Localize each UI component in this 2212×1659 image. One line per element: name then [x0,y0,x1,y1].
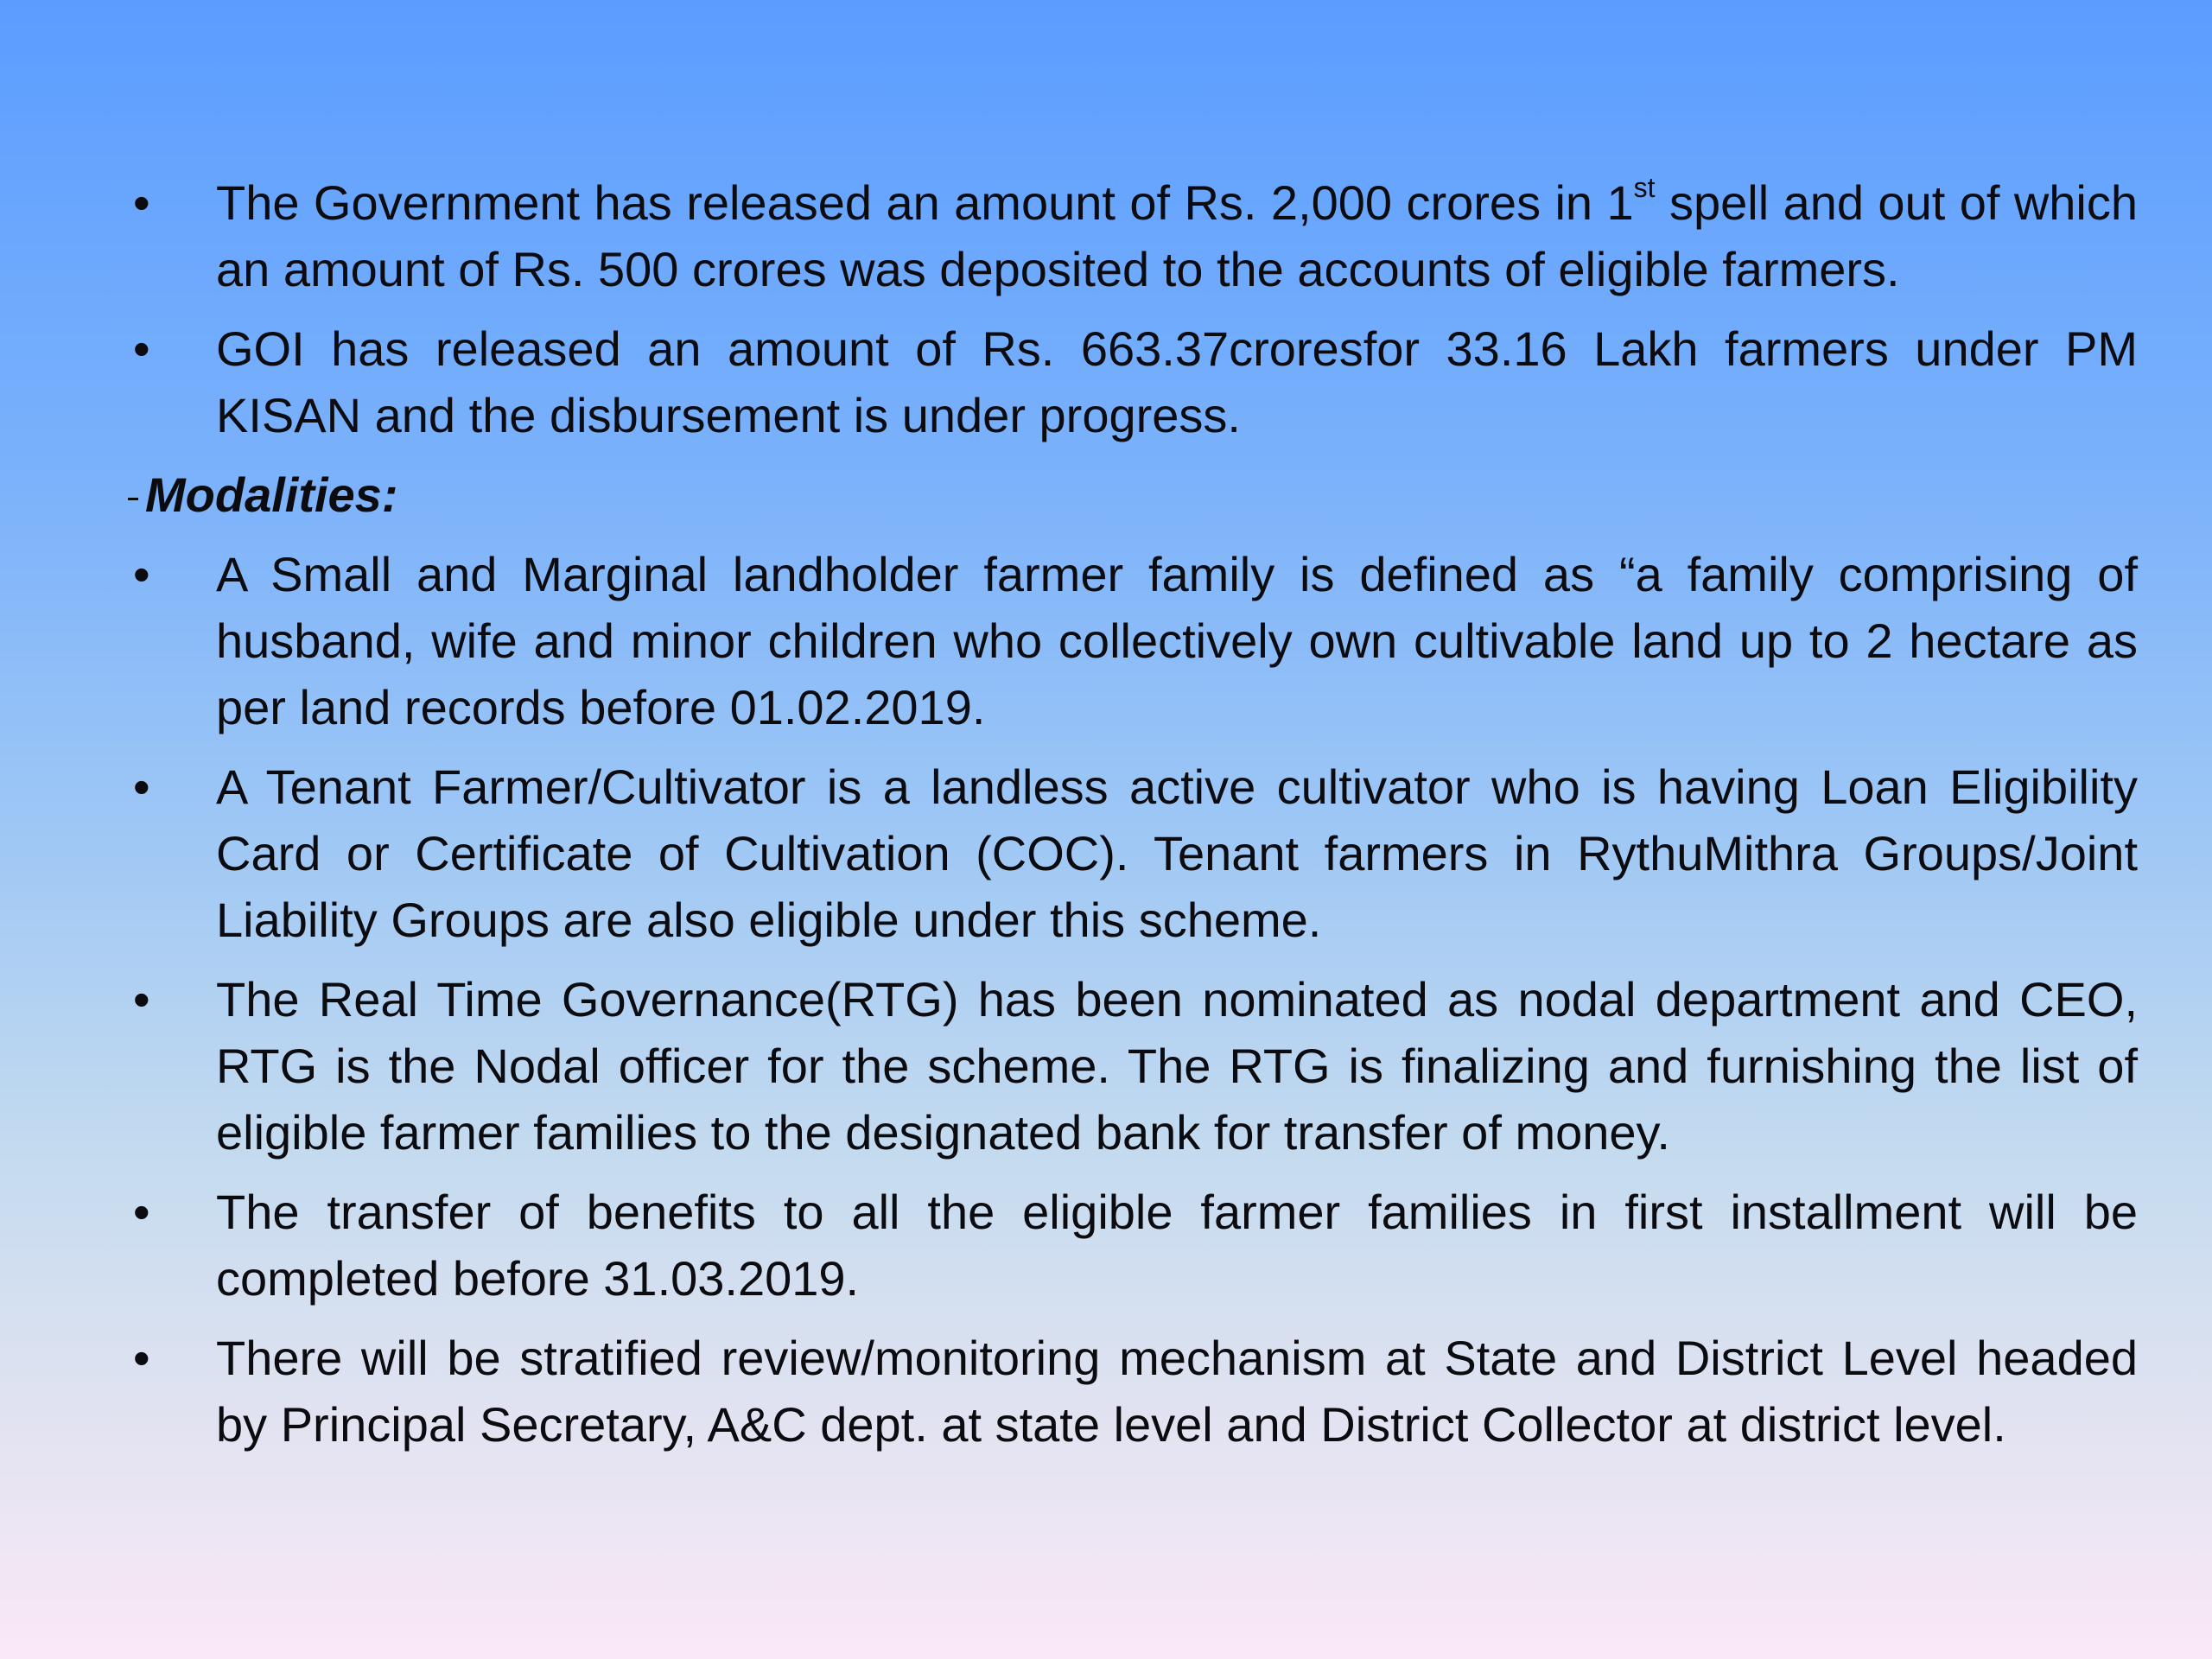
bullet-icon: • [133,972,150,1027]
bullet-text: The transfer of benefits to all the eligible farmer families in first installment will be completed before 31.03.2019. [216,1185,2138,1306]
ordinal-suffix: st [1633,172,1656,203]
bullet-text: The Real Time Governance(RTG) has been nominated as nodal department and CEO, RTG is the Nodal officer for the scheme. The RTG is finalizing and furnishing the list of eligible farmer families to the designated bank for transfer of money. [216,972,2138,1160]
bullet-item-transfer-benefits [128,1179,2138,1312]
bullet-item-goi-release [128,315,2138,448]
bullet-item-tenant-farmer [128,753,2138,953]
bullet-item-review-mechanism [128,1325,2138,1458]
bullet-icon: • [133,321,150,376]
bullet-text: A Small and Marginal landholder farmer family is defined as “a family comprising of husband, wife and minor children who collectively own cultivable land up to 2 hectare as per land records before 01.02.2019. [216,547,2138,734]
bullet-text: There will be stratified review/monitoring mechanism at State and District Level headed by Principal Secretary, A&C dept. at state level and District Collector at district level. [216,1331,2138,1452]
bullet-text: The Government has released an amount of Rs. 2,000 crores in 1st spell and out of which an amount of Rs. 500 crores was deposited to the accounts of eligible farmers. [216,172,2139,296]
bullet-item-release-amount [128,169,2138,302]
bullet-item-small-marginal-definition [128,541,2138,741]
bullet-text: A Tenant Farmer/Cultivator is a landless active cultivator who is having Loan Eligibility Card or Certificate of Cultivation (COC). Tenant farmers in RythuMithra Groups/Joint Liability Groups are also eligible under this scheme. [216,760,2138,947]
modalities-heading: Modalities: [128,461,2138,528]
bullet-icon: • [133,547,150,601]
bullet-item-rtg-nodal [128,966,2138,1166]
bullet-icon: • [133,175,150,230]
bullet-icon: • [133,760,150,814]
bullet-text: GOI has released an amount of Rs. 663.37croresfor 33.16 Lakh farmers under PM KISAN and the disbursement is under progress. [216,321,2138,442]
heading-underscore-mark [128,498,138,500]
bullet-icon: • [133,1331,150,1385]
slide-content [128,169,2138,1471]
bullet-icon: • [133,1185,150,1239]
